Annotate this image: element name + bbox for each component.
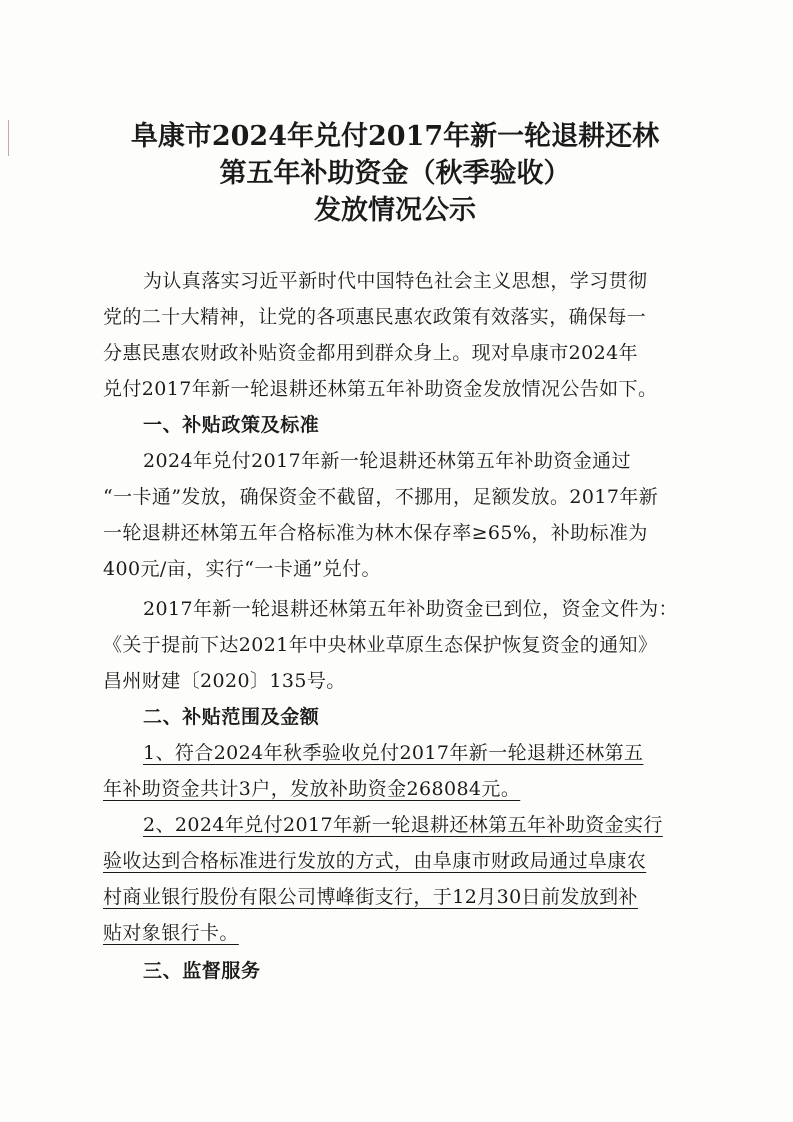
scope-item-2-line: 验收达到合格标准进行发放的方式，由阜康市财政局通过阜康农	[103, 850, 647, 872]
funding-line: 昌州财建〔2020〕135号。	[103, 670, 346, 692]
intro-line: 分惠民惠农财政补贴资金都用到群众身上。现对阜康市2024年	[103, 342, 638, 364]
scope-item-1-line: 年补助资金共计3户，发放补助资金268084元。	[103, 778, 521, 800]
scope-item-2-line: 2、2024年兑付2017年新一轮退耕还林第五年补助资金实行	[143, 814, 663, 836]
intro-line: 党的二十大精神，让党的各项惠民惠农政策有效落实，确保每一	[103, 306, 647, 328]
scan-edge-mark	[8, 120, 9, 156]
intro-line: 兑付2017年新一轮退耕还林第五年补助资金发放情况公告如下。	[103, 378, 658, 400]
section-heading-policy: 一、补贴政策及标准	[143, 414, 320, 436]
scope-item-1-line: 1、符合2024年秋季验收兑付2017年新一轮退耕还林第五	[143, 742, 644, 764]
intro-line: 为认真落实习近平新时代中国特色社会主义思想，学习贯彻	[143, 270, 648, 292]
policy-line: 2024年兑付2017年新一轮退耕还林第五年补助资金通过	[143, 450, 631, 472]
section-heading-supervision: 三、监督服务	[143, 960, 261, 982]
title-line-3: 发放情况公示	[314, 195, 476, 226]
funding-line: 《关于提前下达2021年中央林业草原生态保护恢复资金的通知》	[103, 634, 658, 656]
document-title	[60, 118, 730, 229]
policy-line: 400元/亩，实行“一卡通”兑付。	[103, 558, 381, 580]
scope-item-2-line: 村商业银行股份有限公司博峰街支行，于12月30日前发放到补	[103, 886, 638, 908]
section-heading-scope: 二、补贴范围及金额	[143, 706, 320, 728]
policy-line: 一轮退耕还林第五年合格标准为林木保存率≥65%，补助标准为	[103, 522, 648, 544]
title-line-1: 阜康市2024年兑付2017年新一轮退耕还林	[130, 121, 660, 152]
funding-line: 2017年新一轮退耕还林第五年补助资金已到位，资金文件为：	[143, 598, 678, 620]
scope-item-2-line: 贴对象银行卡。	[103, 922, 239, 944]
policy-line: “一卡通”发放，确保资金不截留，不挪用，足额发放。2017年新	[103, 486, 659, 508]
title-line-2: 第五年补助资金（秋季验收）	[219, 158, 571, 189]
